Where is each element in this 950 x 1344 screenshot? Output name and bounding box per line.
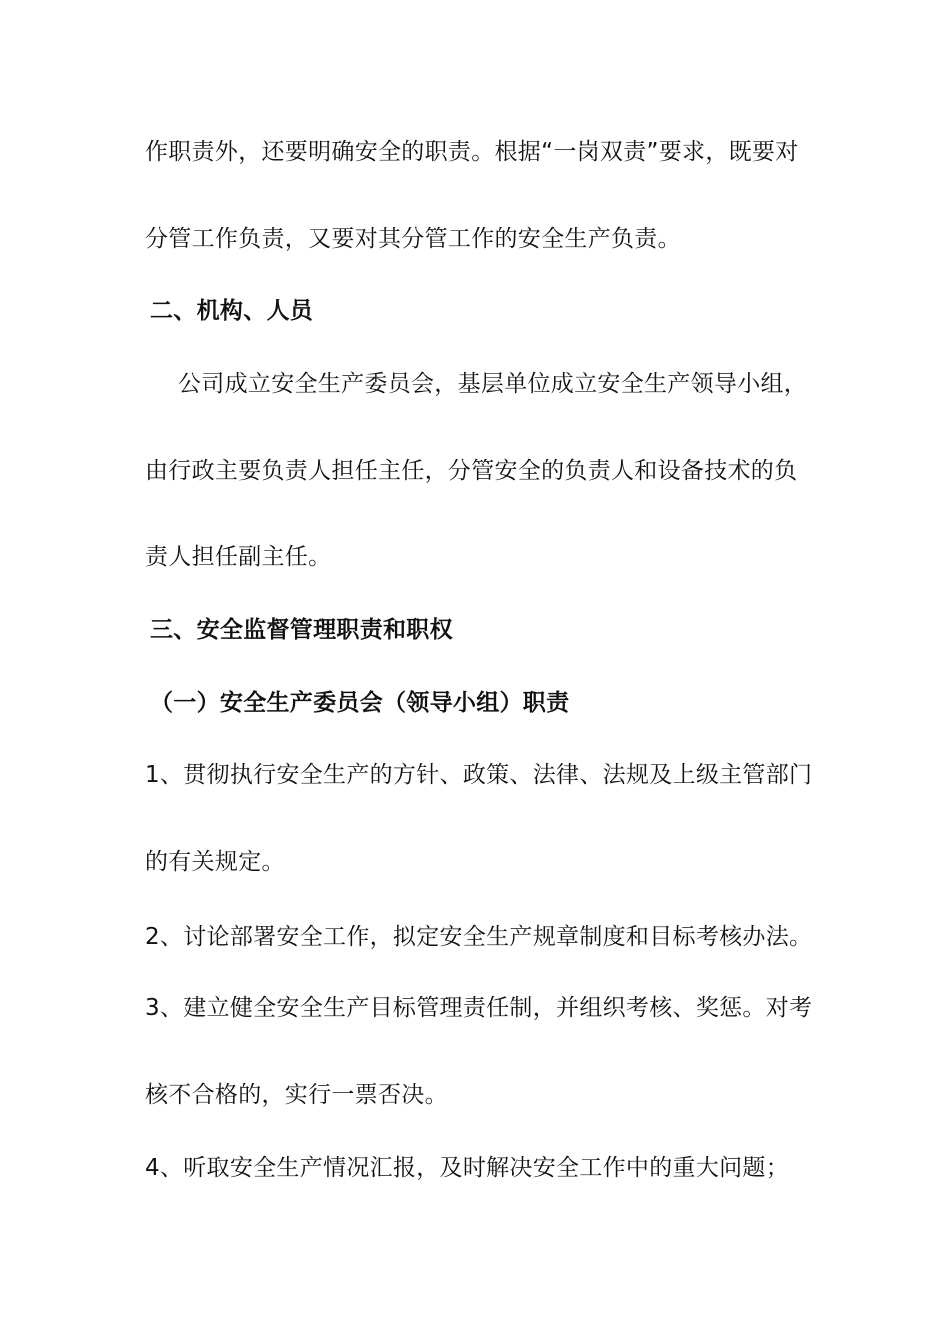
- body-text-line: 分管工作负责，又要对其分管工作的安全生产负责。: [145, 226, 681, 252]
- body-text-line: 由行政主要负责人担任主任，分管安全的负责人和设备技术的负: [145, 458, 798, 484]
- body-text-line: 作职责外，还要明确安全的职责。根据“一岗双责”要求，既要对: [145, 139, 799, 165]
- list-item-text: 的有关规定。: [145, 849, 285, 875]
- list-item-text: 核不合格的，实行一票否决。: [145, 1082, 448, 1108]
- section-heading: 三、安全监督管理职责和职权: [150, 617, 453, 643]
- subsection-heading: （一）安全生产委员会（领导小组）职责: [150, 690, 570, 716]
- section-heading: 二、机构、人员: [150, 298, 314, 324]
- list-item-text: 1、贯彻执行安全生产的方针、政策、法律、法规及上级主管部门: [145, 762, 813, 788]
- body-text-line: 责人担任副主任。: [145, 544, 332, 570]
- body-text-line: 公司成立安全生产委员会，基层单位成立安全生产领导小组，: [178, 371, 808, 397]
- list-item-text: 3、建立健全安全生产目标管理责任制，并组织考核、奖惩。对考: [145, 995, 813, 1021]
- list-item-text: 2、讨论部署安全工作，拟定安全生产规章制度和目标考核办法。: [145, 924, 813, 950]
- list-item-text: 4、听取安全生产情况汇报，及时解决安全工作中的重大问题；: [145, 1155, 790, 1181]
